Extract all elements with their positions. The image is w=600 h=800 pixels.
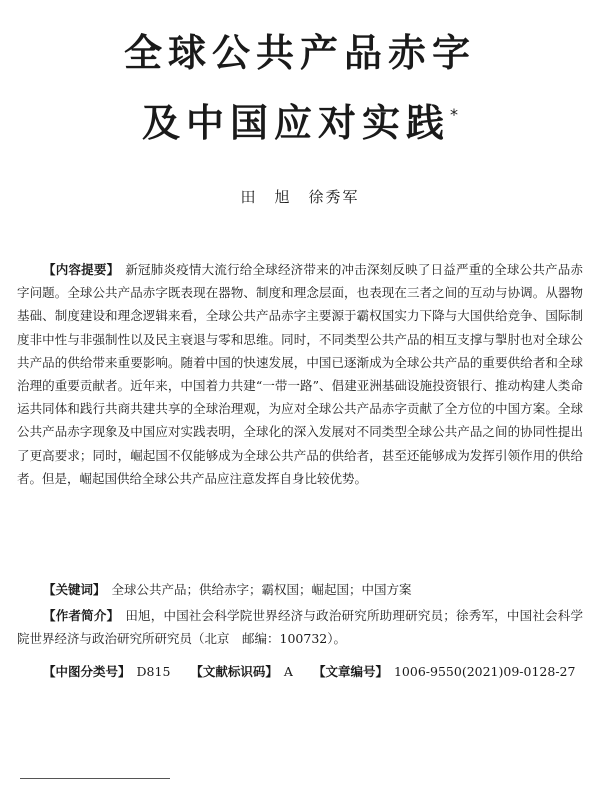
author-info-label: 【作者简介】 [43, 608, 120, 623]
author-info-text: 田旭，中国社会科学院世界经济与政治研究所助理研究员；徐秀军，中国社会科学院世界经济与政治研究所研究员（北京 邮编：100732）。 [17, 608, 583, 647]
clc-label: 【中图分类号】 [43, 664, 131, 679]
keywords-block [17, 578, 583, 601]
keywords-text: 全球公共产品；供给赤字；霸权国；崛起国；中国方案 [111, 582, 412, 597]
author-info-block [17, 604, 583, 650]
clc-value: D815 [136, 664, 171, 679]
title-line-2 [0, 98, 600, 156]
doc-code-value: A [283, 664, 293, 679]
abstract-label: 【内容提要】 [43, 262, 120, 277]
article-number-label: 【文章编号】 [312, 664, 388, 679]
footnote-divider [20, 778, 170, 779]
doc-code-label: 【文献标识码】 [190, 664, 278, 679]
title-text-1: 全球公共产品赤字 [123, 31, 476, 75]
abstract-block [17, 258, 583, 490]
title-footnote-mark: * [450, 105, 458, 124]
title-line-1 [0, 28, 600, 78]
abstract-text: 新冠肺炎疫情大流行给全球经济带来的冲击深刻反映了日益严重的全球公共产品赤字问题。全球公共产品赤字既表现在器物、制度和理念层面，也表现在三者之间的互动与协调。从器物基础、制度建设和理念逻辑来看，全球公共产品赤字主要源于霸权国实力下降与大国供给竞争、国际制度非中性与非强制性以及民主衰退与零和思维。同时，不同类型公共产品的相互支撑与掣肘也对全球公共产品的供给带来重要影响。随着中国的快速发展，中国已逐渐成为全球公共产品的重要供给者和全球治理的重要贡献者。近年来，中国着力共建“一带一路”、倡建亚洲基础设施投资银行、推动构建人类命运共同体和践行共商共建共享的全球治理观，为应对全球公共产品赤字贡献了全方位的中国方案。全球公共产品赤字现象及中国应对实践表明，全球化的深入发展对不同类型全球公共产品之间的协同性提出了更高要求；同时，崛起国不仅能够成为全球公共产品的供给者，甚至还能够成为发挥引领作用的供给者。但是，崛起国供给全球公共产品应注意发挥自身比较优势。 [17, 262, 583, 486]
keywords-label: 【关键词】 [43, 582, 106, 597]
article-number-value: 1006-9550(2021)09-0128-27 [393, 664, 576, 679]
author-names: 田 旭 徐秀军 [240, 188, 360, 206]
title-text-2: 及中国应对实践 [141, 101, 450, 145]
classification-block [17, 660, 583, 683]
